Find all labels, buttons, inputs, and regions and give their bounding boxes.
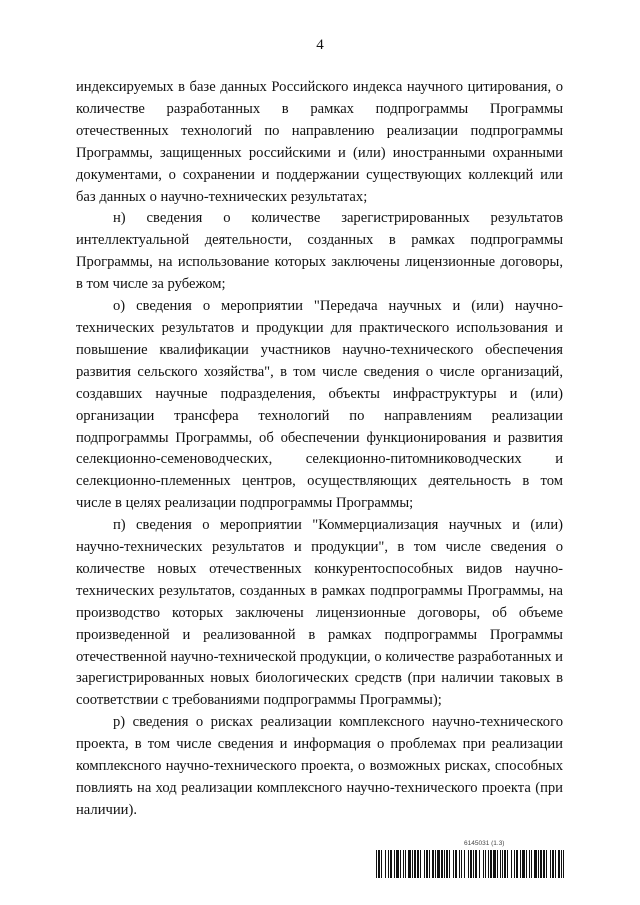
barcode-bar bbox=[529, 850, 530, 878]
barcode-bar bbox=[526, 850, 527, 878]
barcode-bar bbox=[420, 850, 421, 878]
barcode-bar bbox=[500, 850, 501, 878]
barcode-bar bbox=[563, 850, 564, 878]
barcode-bar bbox=[449, 850, 450, 878]
barcode-bar bbox=[405, 850, 406, 878]
barcode-bar bbox=[538, 850, 539, 878]
barcode-bar bbox=[390, 850, 392, 878]
barcode-bar bbox=[459, 850, 460, 878]
paragraph-item-r: р) сведения о рисках реализации комплексного научно-технического проекта, в том числе сведения и информация о проблемах при реализации комплексного научно-технического проекта, о возможных рисках, способных повлиять на ход реализации комплексного научно-технического проекта (при наличии). bbox=[76, 714, 563, 818]
barcode-bar bbox=[446, 850, 448, 878]
barcode-bar bbox=[550, 850, 551, 878]
barcode-bar bbox=[464, 850, 465, 878]
barcode-bar bbox=[394, 850, 395, 878]
paragraph-item-o: о) сведения о мероприятии "Передача научных и (или) научно-технических результатов и продукции для практического использования и повышение квалификации участников научно-технического обеспечения развития сельского хозяйства", в том числе сведения о числе организаций, создавших научные подразделения, объекты инфраструктуры и (или) организации трансфера технологий по направлениям реализации подпрограммы Программы, об обеспечении функционирования и развития селекционно-семеноводческих, селекционно-питомниководческих и селекционно-племенных центров, осуществляющих деятельность в том числе в целях реализации подпрограммы Программы; bbox=[76, 298, 563, 512]
barcode-bar bbox=[479, 850, 480, 878]
barcode-bar bbox=[531, 850, 532, 878]
paragraph-item-n: н) сведения о количестве зарегистрированных результатов интеллектуальной деятельности, созданных в рамках подпрограммы Программы, на использование которых заключены лицензионные договоры, в том числе за рубежом; bbox=[76, 210, 563, 293]
barcode-bar bbox=[555, 850, 556, 878]
barcode-bar bbox=[514, 850, 515, 878]
barcode-bar bbox=[414, 850, 416, 878]
barcode-bar bbox=[522, 850, 525, 878]
barcode-bar bbox=[493, 850, 496, 878]
barcode-bar bbox=[473, 850, 474, 878]
barcode-bar bbox=[561, 850, 562, 878]
barcode-bar bbox=[396, 850, 399, 878]
paragraph-continuation: индексируемых в базе данных Российского индекса научного цитирования, о количестве разработанных в рамках подпрограммы Программы отечественных технологий по направлению реализации подпрограммы Программы, защищенных российскими и (или) иностранными охранными документами, о сохранении и поддержании существующих коллекций или баз данных о научно-технических результатах; bbox=[76, 79, 563, 205]
barcode-bar bbox=[502, 850, 503, 878]
barcode-bar bbox=[546, 850, 547, 878]
barcode-bar bbox=[388, 850, 389, 878]
barcode-bar bbox=[453, 850, 454, 878]
page-number: 4 bbox=[316, 37, 324, 53]
barcode-bar bbox=[497, 850, 498, 878]
barcode-bar bbox=[417, 850, 419, 878]
barcode-bar bbox=[435, 850, 436, 878]
barcode-image bbox=[376, 850, 564, 878]
barcode-bar bbox=[441, 850, 443, 878]
barcode-bar bbox=[468, 850, 469, 878]
barcode-bar bbox=[504, 850, 506, 878]
barcode-bar bbox=[424, 850, 425, 878]
barcode-bar bbox=[534, 850, 537, 878]
barcode-block bbox=[376, 840, 564, 878]
barcode-bar bbox=[475, 850, 477, 878]
barcode-bar bbox=[429, 850, 430, 878]
barcode-bar bbox=[400, 850, 401, 878]
barcode-bar bbox=[552, 850, 554, 878]
barcode-bar bbox=[455, 850, 457, 878]
barcode-bar bbox=[540, 850, 542, 878]
barcode-bar bbox=[381, 850, 382, 878]
barcode-bar bbox=[485, 850, 486, 878]
barcode-bar bbox=[437, 850, 440, 878]
barcode-bar bbox=[470, 850, 472, 878]
barcode-bar bbox=[558, 850, 560, 878]
barcode-bar bbox=[520, 850, 521, 878]
barcode-bar bbox=[444, 850, 445, 878]
barcode-bar bbox=[432, 850, 434, 878]
barcode-bar bbox=[412, 850, 413, 878]
barcode-bar bbox=[403, 850, 404, 878]
document-body bbox=[76, 77, 563, 822]
barcode-bar bbox=[507, 850, 508, 878]
barcode-bar bbox=[516, 850, 518, 878]
barcode-bar bbox=[385, 850, 386, 878]
paragraph-item-p: п) сведения о мероприятии "Коммерциализация научных и (или) научно-технических результатов и продукции", в том числе сведения о количестве новых отечественных конкурентоспособных видов научно-технических результатов, созданных в рамках подпрограммы Программы, на производство которых заключены лицензионные договоры, об объеме произведенной и реализованной в рамках подпрограммы Программы отечественной научно-технической продукции, о количестве разработанных и зарегистрированных новых биологических средств (при наличии таковых в соответствии с требованиями подпрограммы Программы); bbox=[76, 517, 563, 709]
barcode-bar bbox=[376, 850, 377, 878]
barcode-bar bbox=[488, 850, 489, 878]
barcode-bar bbox=[511, 850, 512, 878]
barcode-bar bbox=[426, 850, 428, 878]
barcode-bar bbox=[408, 850, 411, 878]
barcode-bar bbox=[483, 850, 484, 878]
barcode-bar bbox=[461, 850, 462, 878]
barcode-bar bbox=[378, 850, 380, 878]
barcode-caption: 6145031 (1.3) bbox=[464, 840, 505, 847]
barcode-bar bbox=[543, 850, 545, 878]
barcode-bar bbox=[490, 850, 492, 878]
